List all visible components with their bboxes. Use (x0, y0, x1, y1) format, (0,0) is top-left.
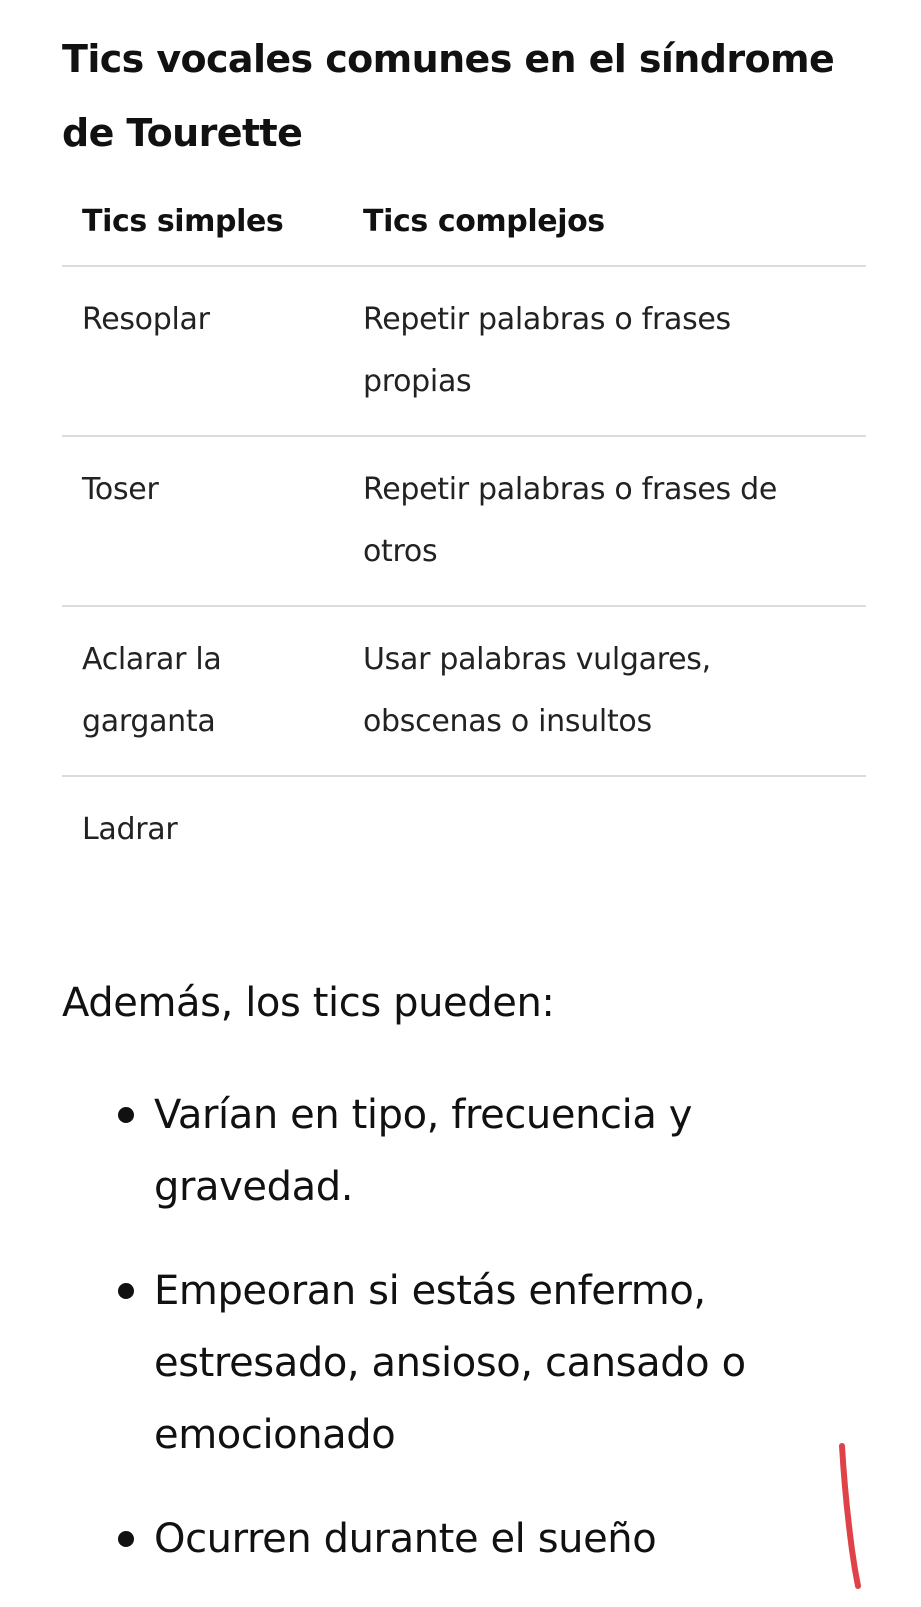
table-cell: Repetir palabras o frases propias (343, 266, 866, 436)
red-pen-mark-icon (830, 1440, 870, 1590)
bullet-icon (118, 1531, 134, 1547)
page-title: Tics vocales comunes en el síndrome de Tourette (62, 37, 835, 155)
table-header-row (62, 194, 866, 266)
table-cell: Ladrar (82, 812, 178, 847)
list-item (62, 1079, 866, 1223)
column-header-complex: Tics complejos (343, 194, 866, 266)
red-pen-stroke (842, 1446, 858, 1586)
table-row (62, 436, 866, 606)
table-cell: Resoplar (62, 266, 343, 436)
tics-table (62, 194, 866, 883)
table-row (62, 776, 866, 883)
table-cell (343, 776, 866, 883)
table-cell: Repetir palabras o frases de otros (343, 436, 866, 606)
list-item-text: Varían en tipo, frecuencia y gravedad. (154, 1092, 693, 1210)
list-item (62, 1255, 866, 1471)
bullet-list (62, 1079, 866, 1575)
intro-paragraph: Además, los tics pueden: (62, 980, 555, 1026)
bullet-icon (118, 1283, 134, 1299)
table-cell: Toser (62, 436, 343, 606)
list-item-text: Empeoran si estás enfermo, estresado, ansioso, cansado o emocionado (154, 1268, 746, 1458)
list-item-text: Ocurren durante el sueño (154, 1516, 657, 1562)
article-content (62, 0, 866, 1607)
table-row (62, 266, 866, 436)
list-item (62, 1503, 866, 1575)
table-row (62, 606, 866, 776)
table-cell: Aclarar la garganta (62, 606, 343, 776)
bullet-icon (118, 1107, 134, 1123)
column-header-simple: Tics simples (62, 194, 343, 266)
table-cell: Usar palabras vulgares, obscenas o insultos (343, 606, 866, 776)
